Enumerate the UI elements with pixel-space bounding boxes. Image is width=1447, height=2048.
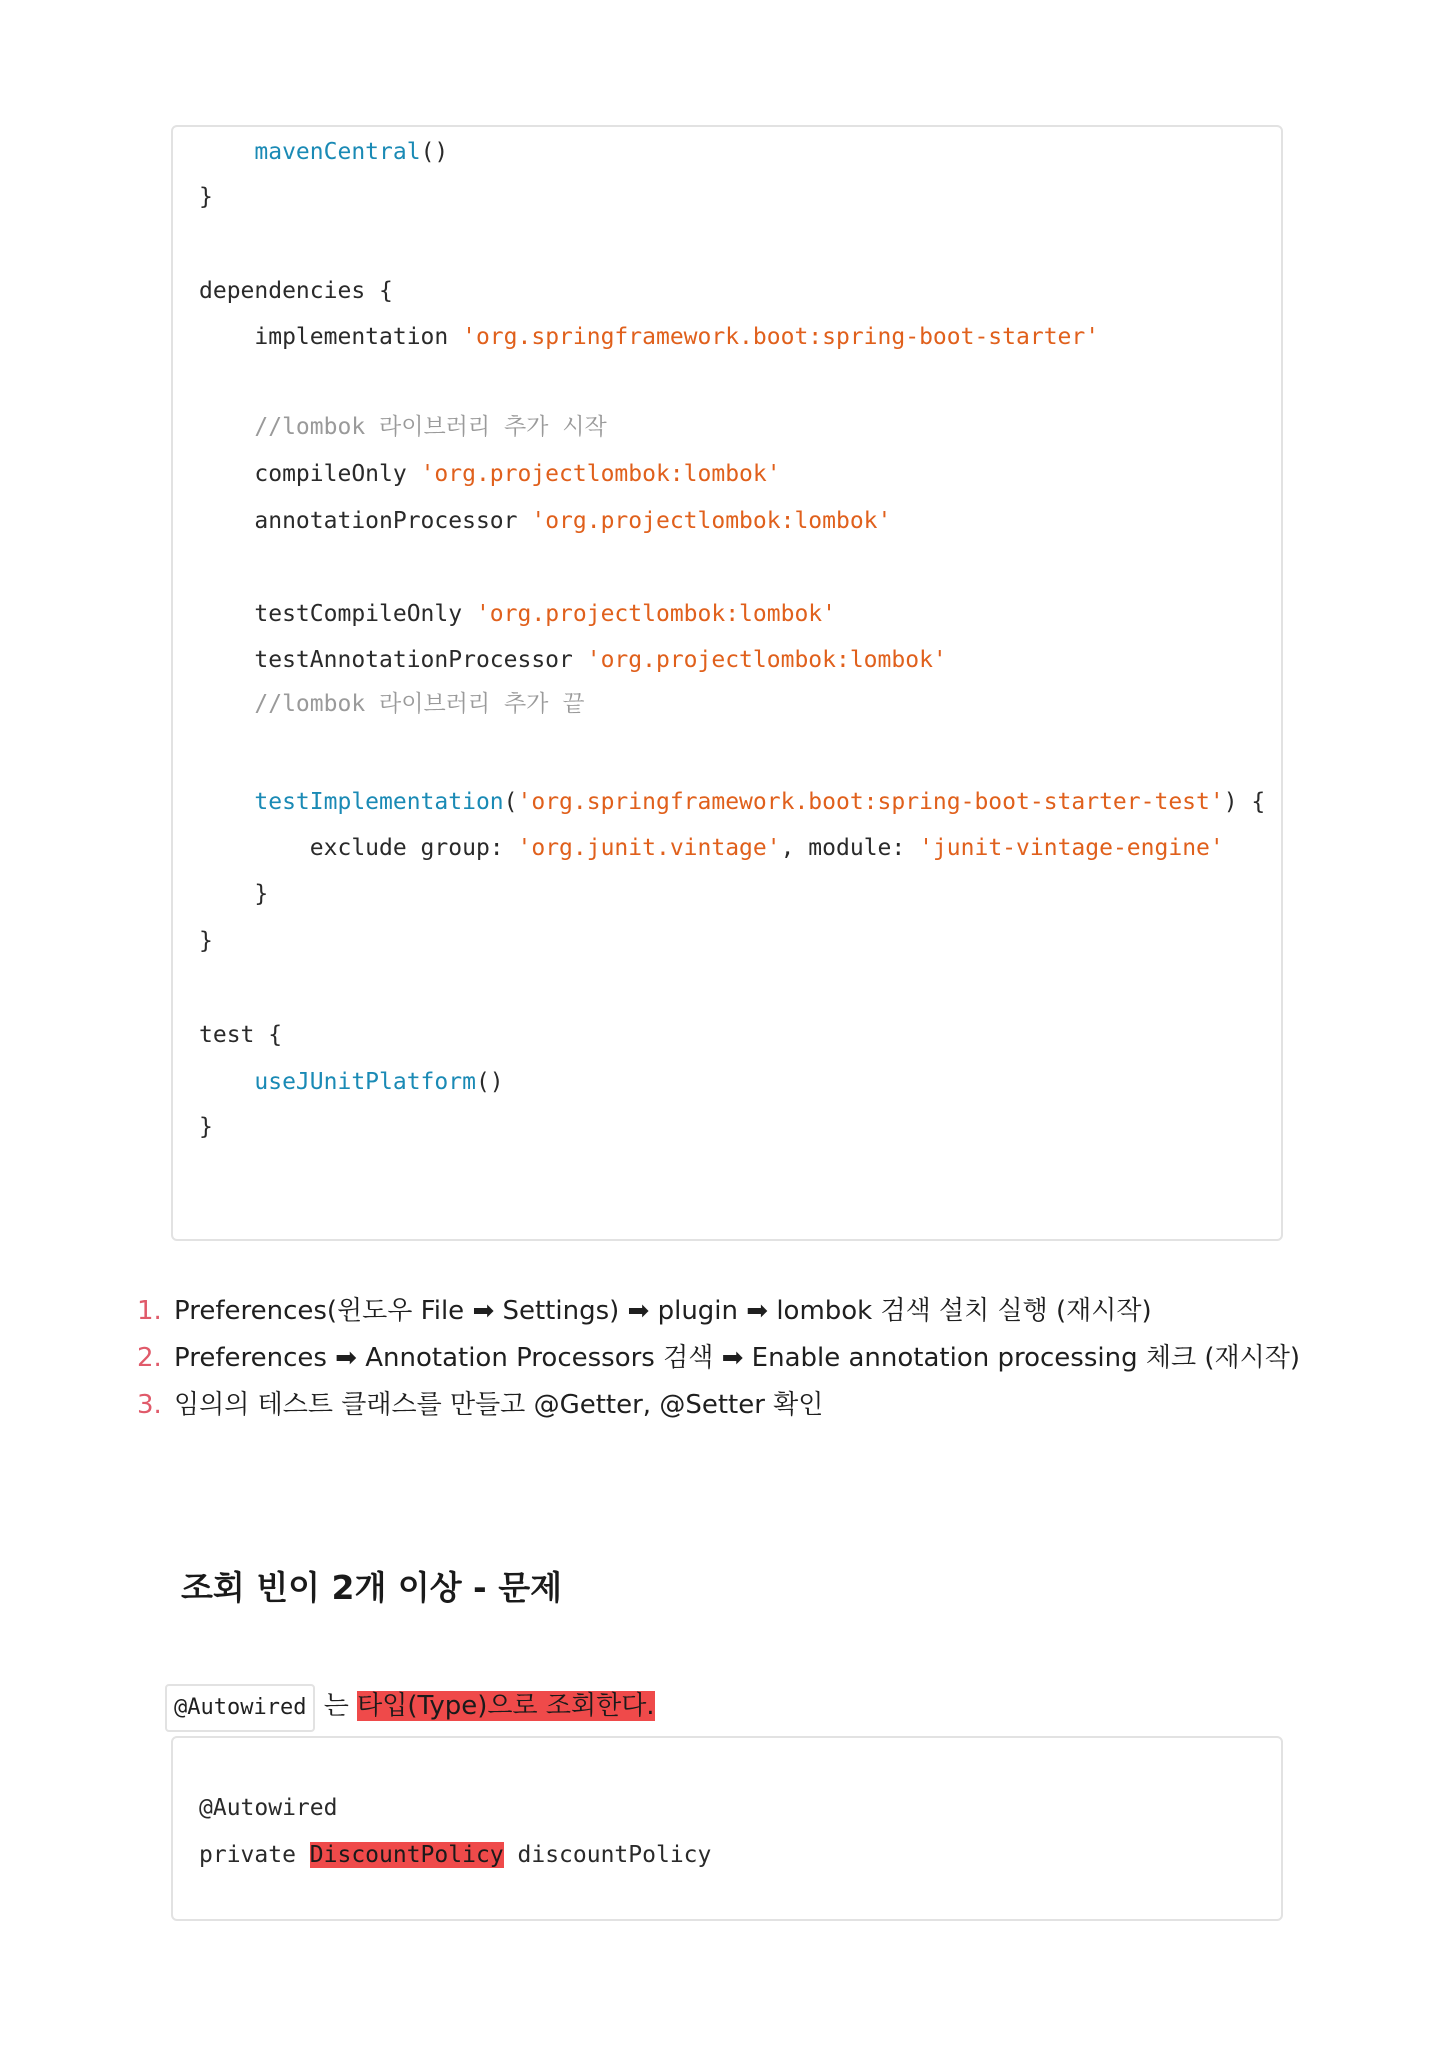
code-token	[199, 139, 254, 165]
code-line	[199, 276, 393, 306]
code-line	[199, 787, 1265, 817]
code-token: 'org.springframework.boot:spring-boot-starter'	[462, 324, 1100, 350]
code-token: 'org.projectlombok:lombok'	[586, 647, 947, 673]
autowired-paragraph	[165, 1684, 655, 1732]
code-token: dependencies {	[199, 278, 393, 304]
setup-steps-list	[137, 1288, 1300, 1429]
code-line	[199, 1067, 504, 1097]
code-line	[199, 459, 781, 489]
code-token: 'org.projectlombok:lombok'	[475, 601, 836, 627]
list-number: 1.	[137, 1296, 162, 1326]
code-token: private	[199, 1842, 310, 1868]
code-token: //lombok 라이브러리 추가 끝	[199, 691, 585, 717]
code-token	[199, 1069, 254, 1095]
code-token: //lombok 라이브러리 추가 시작	[199, 414, 607, 440]
code-token: }	[199, 1114, 213, 1140]
code-token: (	[503, 789, 518, 815]
code-token: ()	[475, 1069, 504, 1095]
code-token: test {	[199, 1022, 283, 1048]
autowired-code-block	[171, 1736, 1283, 1921]
inline-code: @Autowired	[165, 1684, 315, 1732]
code-token: discountPolicy	[503, 1842, 712, 1868]
code-line	[199, 645, 947, 675]
code-token: ) {	[1223, 789, 1266, 815]
code-token: }	[199, 184, 213, 210]
code-token: 'org.springframework.boot:spring-boot-starter-test'	[517, 789, 1224, 815]
list-item-text: Preferences ➡ Annotation Processors 검색 ➡ Enable annotation processing 체크 (재시작)	[174, 1343, 1300, 1373]
code-token: implementation	[199, 324, 463, 350]
code-token: 'junit-vintage-engine'	[919, 835, 1224, 861]
code-line	[199, 1112, 213, 1142]
code-token: mavenCentral	[254, 139, 421, 165]
code-token	[199, 789, 254, 815]
code-token: @Autowired	[199, 1795, 338, 1821]
code-token: 'org.junit.vintage'	[517, 835, 781, 861]
code-line	[199, 506, 891, 536]
code-line	[199, 689, 584, 719]
code-line	[199, 412, 607, 442]
build-gradle-code-block	[171, 125, 1283, 1241]
code-line	[199, 322, 1099, 352]
list-item	[137, 1288, 1300, 1335]
code-token: useJUnitPlatform	[254, 1069, 476, 1095]
code-token: }	[199, 928, 213, 954]
code-line	[199, 1020, 282, 1050]
code-token: testImplementation	[254, 789, 504, 815]
code-token: annotationProcessor	[199, 508, 532, 534]
code-line	[199, 137, 448, 167]
code-token: exclude group:	[199, 835, 518, 861]
list-item	[137, 1335, 1300, 1382]
code-token: ()	[420, 139, 449, 165]
code-line	[199, 182, 213, 212]
code-line	[199, 879, 268, 909]
list-item	[137, 1382, 1300, 1429]
code-token: }	[199, 881, 269, 907]
code-token: 'org.projectlombok:lombok'	[420, 461, 781, 487]
code-line	[199, 926, 213, 956]
list-number: 2.	[137, 1343, 162, 1373]
paragraph-text: 는	[315, 1691, 358, 1721]
list-number: 3.	[137, 1390, 162, 1420]
code-line	[199, 599, 836, 629]
list-item-text: Preferences(윈도우 File ➡ Settings) ➡ plugin ➡ lombok 검색 설치 실행 (재시작)	[174, 1296, 1152, 1326]
code-line	[199, 1793, 337, 1823]
code-token: 'org.projectlombok:lombok'	[531, 508, 892, 534]
section-heading: 조회 빈이 2개 이상 - 문제	[181, 1568, 563, 1607]
code-line	[199, 833, 1224, 863]
code-token: testAnnotationProcessor	[199, 647, 587, 673]
highlighted-text: 타입(Type)으로 조회한다.	[357, 1691, 655, 1721]
list-item-text: 임의의 테스트 클래스를 만들고 @Getter, @Setter 확인	[174, 1390, 824, 1420]
code-token: testCompileOnly	[199, 601, 476, 627]
code-token: compileOnly	[199, 461, 421, 487]
code-line	[199, 1840, 711, 1870]
code-token: , module:	[780, 835, 920, 861]
highlighted-token: DiscountPolicy	[309, 1842, 504, 1868]
